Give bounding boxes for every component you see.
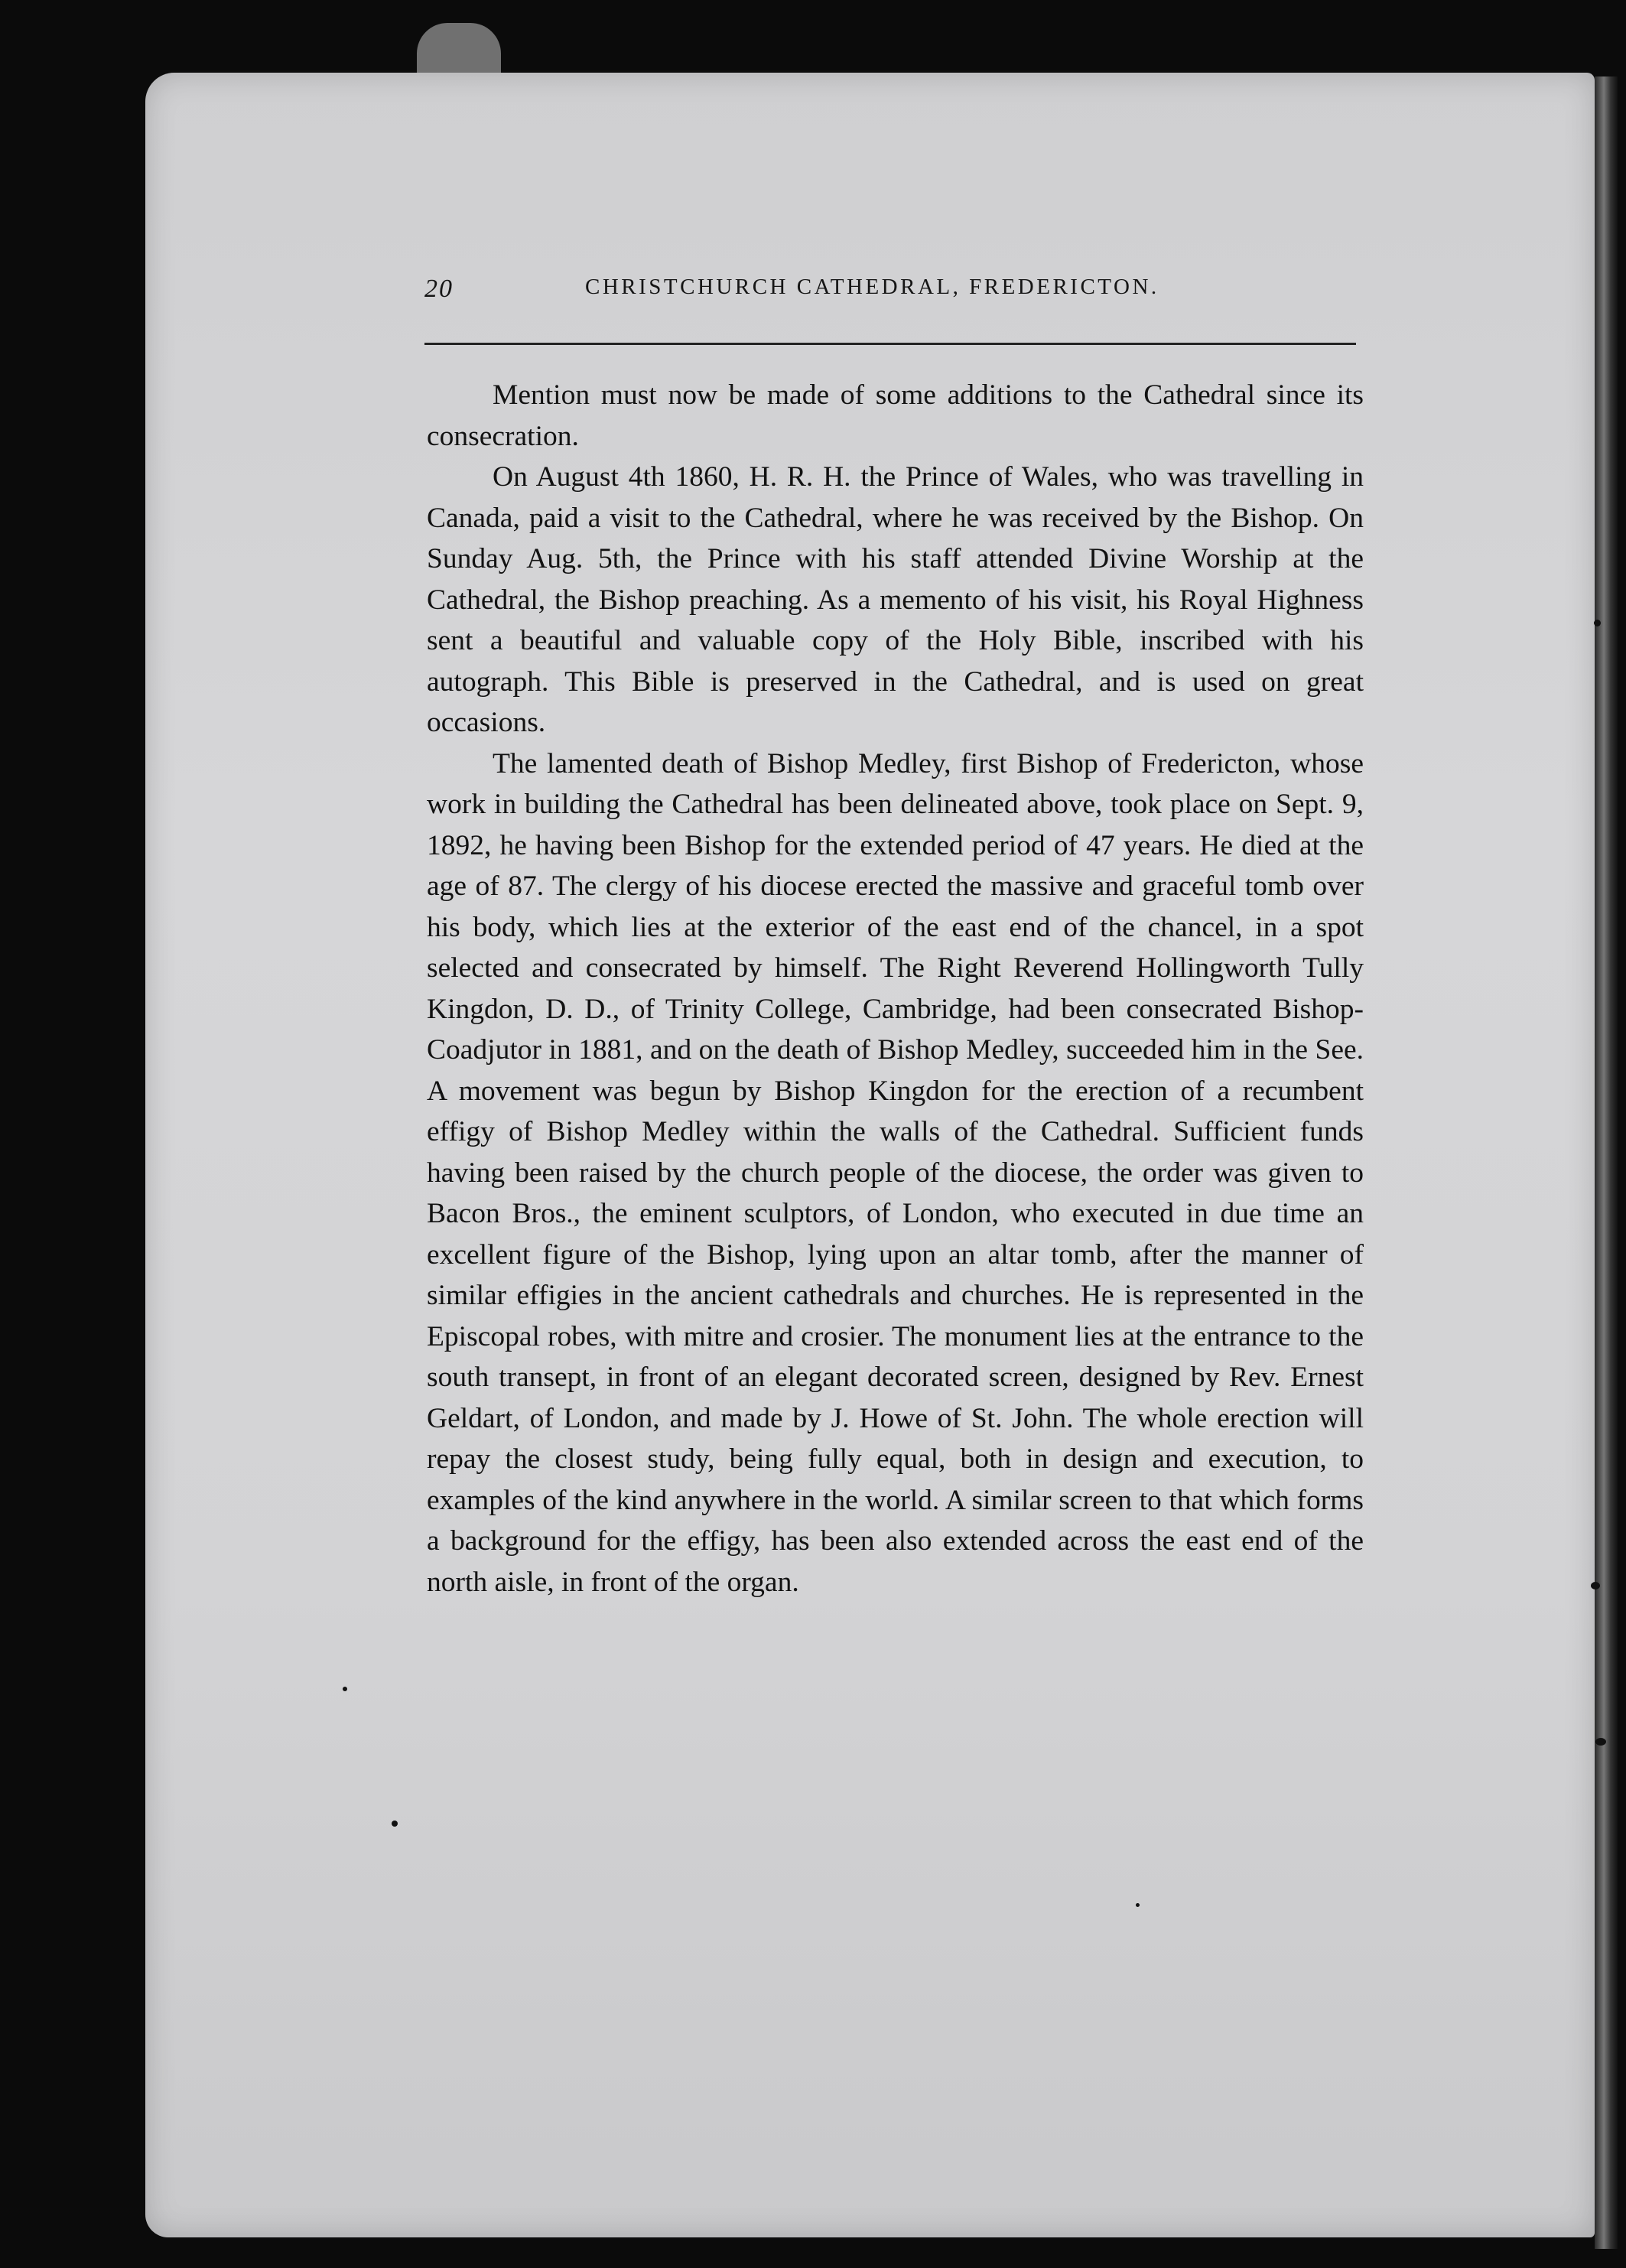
ink-speck (1136, 1903, 1140, 1907)
book-binding-edge (1595, 76, 1618, 2249)
page-tab-shadow (417, 23, 501, 80)
header-rule (424, 343, 1356, 345)
ink-speck (392, 1821, 398, 1827)
ink-speck (343, 1687, 347, 1691)
paragraph-bishop-medley: The lamented death of Bishop Medley, first Bishop of Fredericton, whose work in building the Cathedral has been delineated above, took place on Sept. 9, 1892, he having been Bishop for the extended period of 47 years. He died at the age of 87. The clergy of his diocese erected the massive and graceful tomb over his body, which lies at the exterior of the east end of the chancel, in a spot selected and consecrated by himself. The Right Reverend Hollingworth Tully Kingdon, D. D., of Trinity College, Cambridge, had been consecrated Bishop-Coadjutor in 1881, and on the death of Bishop Medley, succeeded him in the See. A movement was begun by Bishop Kingdon for the erection of a recumbent effigy of Bishop Medley within the walls of the Cathedral. Sufficient funds having been raised by the church people of the diocese, the order was given to Bacon Bros., the eminent sculptors, of London, who executed in due time an excellent figure of the Bishop, lying upon an altar tomb, after the manner of similar effigies in the ancient cathedrals and churches. He is represented in the Episcopal robes, with mitre and crosier. The monument lies at the entrance to the south transept, in front of an elegant decorated screen, designed by Rev. Ernest Geldart, of London, and made by J. Howe of St. John. The whole erection will repay the closest study, being fully equal, both in design and execution, to examples of the kind anywhere in the world. A similar screen to that which forms a background for the effigy, has been also extended across the east end of the north aisle, in front of the organ. (427, 747, 1364, 1598)
paragraph-additions: Mention must now be made of some additions to the Cathedral since its consecration. (427, 379, 1364, 452)
page-header-title: CHRISTCHURCH CATHEDRAL, FREDERICTON. (585, 275, 1159, 299)
ink-speck (1591, 1582, 1600, 1590)
body-text (427, 375, 1364, 1603)
page-number: 20 (424, 275, 454, 303)
ink-speck (1594, 620, 1601, 626)
ink-speck (1595, 1738, 1606, 1746)
paragraph-prince-visit: On August 4th 1860, H. R. H. the Prince of Wales, who was travelling in Canada, paid a visit to the Cathedral, where he was received by the Bishop. On Sunday Aug. 5th, the Prince with his staff attended Divine Worship at the Cathedral, the Bishop preaching. As a memento of his visit, his Royal Highness sent a beautiful and valuable copy of the Holy Bible, inscribed with his autograph. This Bible is preserved in the Cathedral, and is used on great occasions. (427, 461, 1364, 738)
running-header (424, 272, 1358, 317)
